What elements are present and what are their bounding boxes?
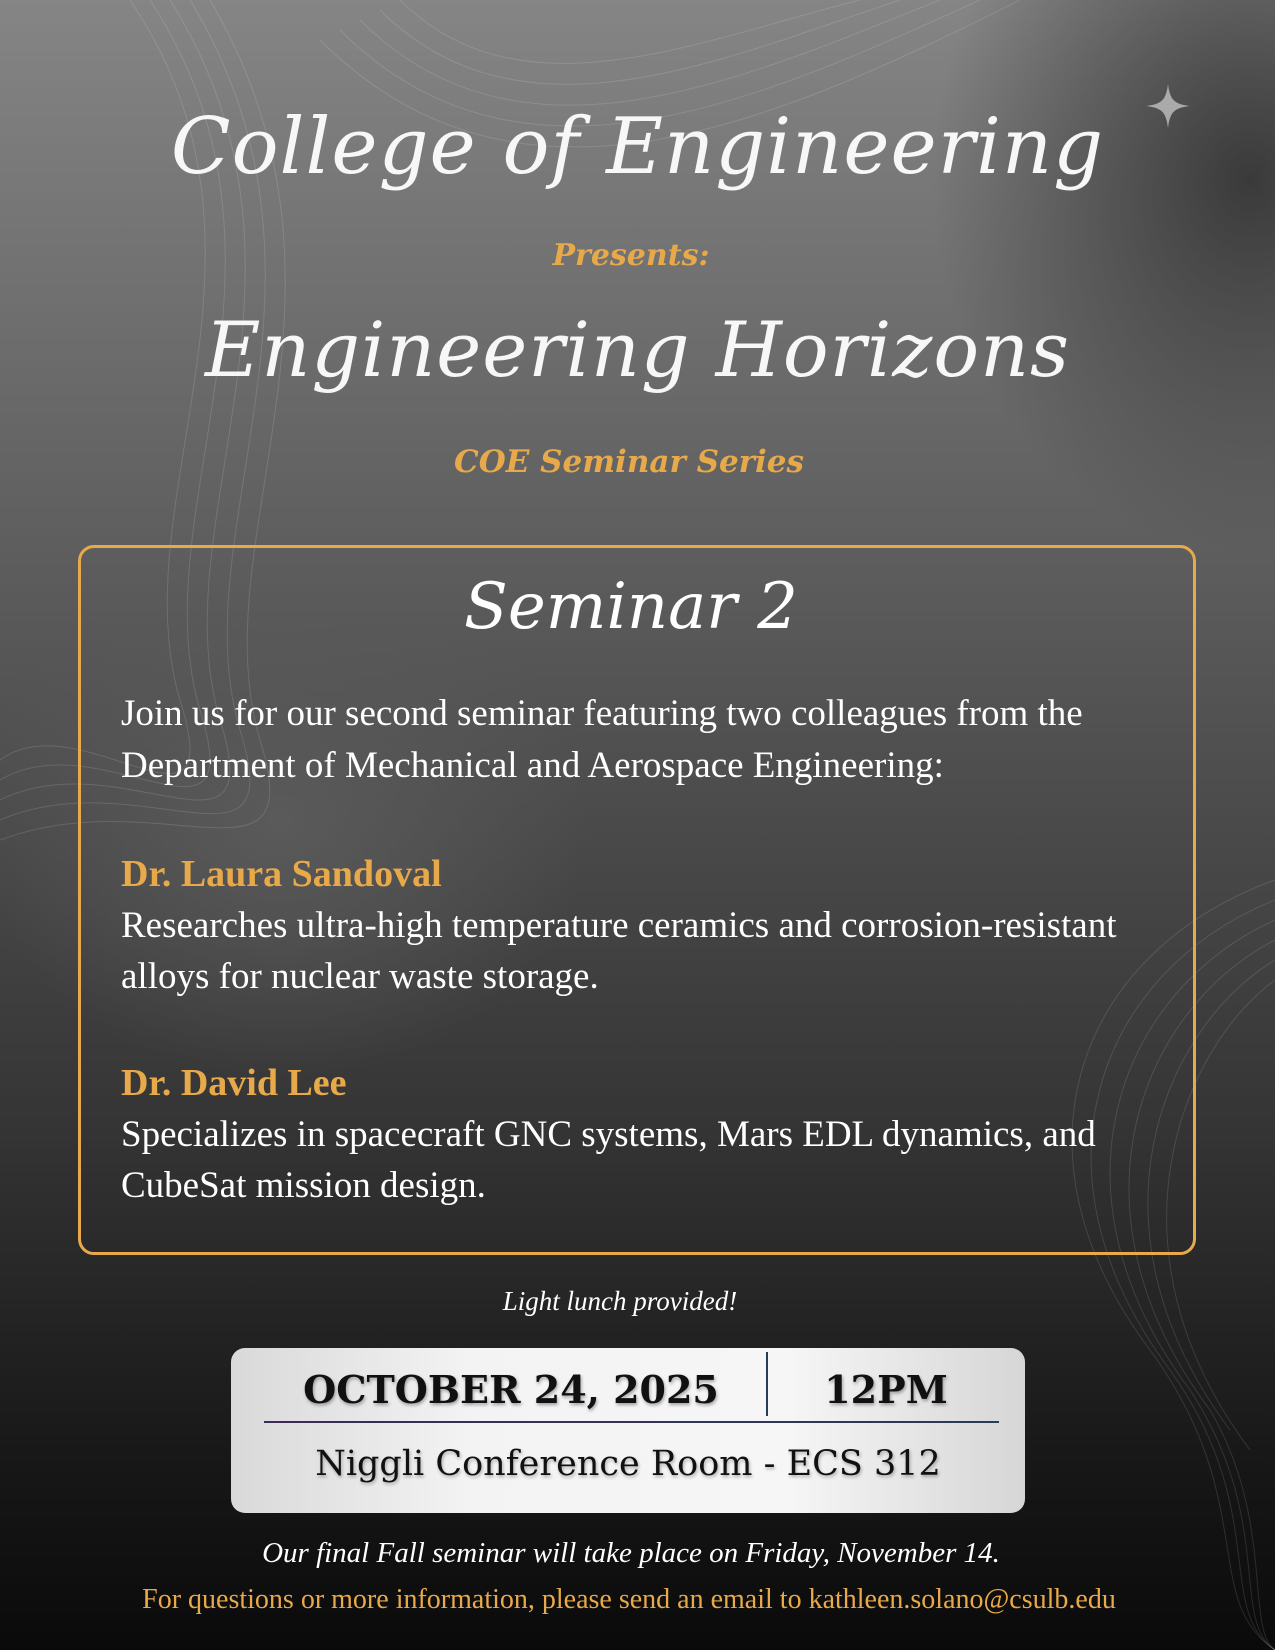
event-location: Niggli Conference Room - ECS 312 [315, 1444, 941, 1484]
speaker-description: Specializes in spacecraft GNC systems, Mars EDL dynamics, and CubeSat mission design. [121, 1114, 1096, 1206]
college-title: College of Engineering [170, 102, 1105, 192]
seminar-intro: Join us for our second seminar featuring two colleagues from the Department of Mechanical and Aerospace Engineering: [121, 693, 1083, 786]
event-info-box [231, 1348, 1025, 1513]
series-name: COE Seminar Series [454, 444, 804, 480]
series-title: Engineering Horizons [204, 305, 1071, 394]
lunch-note: Light lunch provided! [502, 1286, 738, 1316]
speaker-description: Researches ultra-high temperature ceramics and corrosion-resistant alloys for nuclear waste storage. [121, 905, 1117, 997]
event-date: OCTOBER 24, 2025 [303, 1367, 719, 1412]
horizontal-divider [264, 1421, 999, 1423]
final-seminar-note: Our final Fall seminar will take place on Friday, November 14. [262, 1537, 1000, 1569]
speaker-name: Dr. David Lee [121, 1062, 347, 1104]
presents-label: Presents: [552, 238, 710, 273]
speaker-name: Dr. Laura Sandoval [121, 853, 442, 895]
contact-info: For questions or more information, please send an email to kathleen.solano@csulb.edu [142, 1584, 1116, 1615]
vertical-divider [766, 1352, 768, 1416]
event-time: 12PM [824, 1367, 948, 1412]
seminar-title: Seminar 2 [464, 570, 798, 644]
